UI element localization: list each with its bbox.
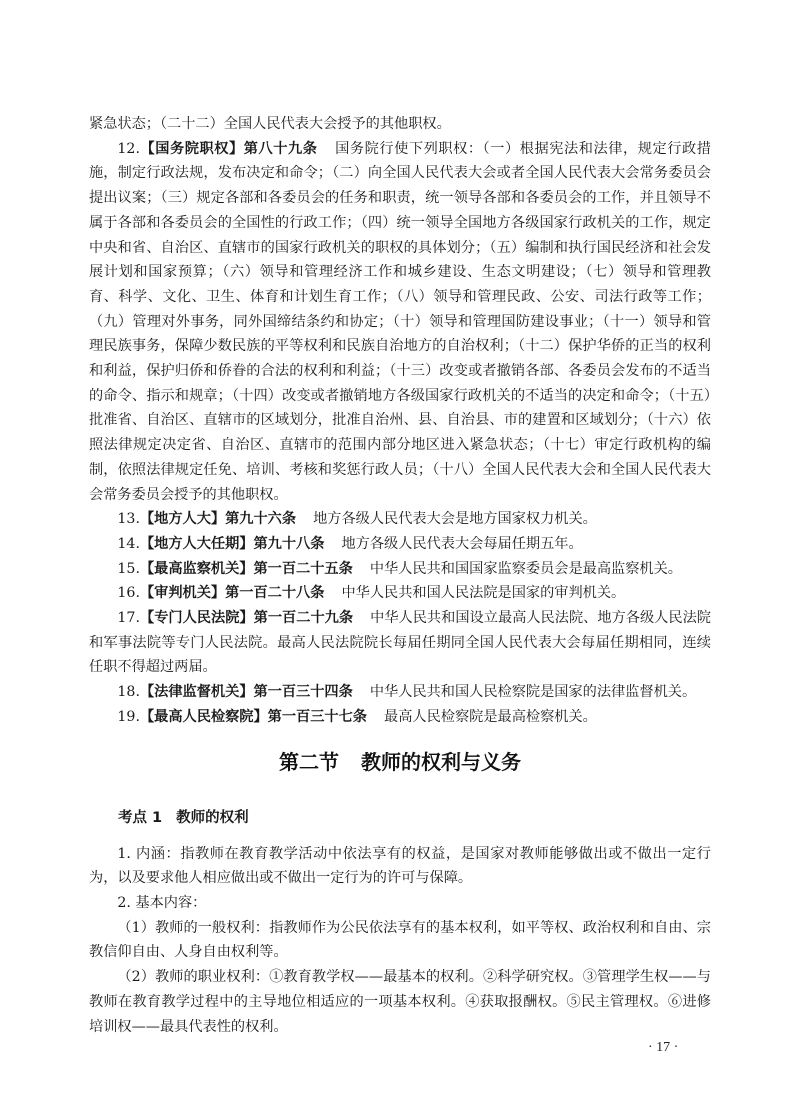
section-title: 第二节 教师的权利与义务: [279, 749, 521, 774]
article-16: 16.【审判机关】第一百二十八条 中华人民共和国人民法院是国家的审判机关。: [117, 585, 626, 602]
article-13: 13.【地方人大】第九十六条 地方各级人民代表大会是地方国家权力机关。: [117, 511, 597, 528]
basic-content-heading: 2. 基本内容：: [117, 894, 207, 911]
article-18: 18.【法律监督机关】第一百三十四条 中华人民共和国人民检察院是国家的法律监督机关。: [117, 684, 697, 701]
professional-rights-paragraph: （2）教师的职业权利：①教育教学权——最基本的权利。②科学研究权。③管理学生权——与教师在教育教学过程中的主导地位相适应的一项基本权利。④获取报酬权。⑤民主管理权。⑥进修培训权——最具代表性的权利。: [89, 969, 711, 1035]
kaodian-heading: 考点 1 教师的权利: [118, 809, 249, 826]
document-page: [89, 112, 711, 1039]
page-number: · 17 ·: [648, 1040, 679, 1055]
definition-paragraph: 1. 内涵：指教师在教育教学活动中依法享有的权益，是国家对教师能够做出或不做出一定行为，以及要求他人相应做出或不做出一定行为的许可与保障。: [89, 845, 711, 887]
article-17: 17.【专门人民法院】第一百二十九条 中华人民共和国设立最高人民法院、地方各级人民法院和军事法院等专门人民法院。最高人民法院院长每届任期同全国人民代表大会每届任期相同，连续任职不得超过两届。: [89, 610, 711, 676]
continuation-paragraph: 紧急状态；（二十二）全国人民代表大会授予的其他职权。: [89, 116, 451, 132]
general-rights-paragraph: （1）教师的一般权利：指教师作为公民依法享有的基本权利，如平等权、政治权利和自由、宗教信仰自由、人身自由权利等。: [89, 919, 711, 961]
article-12: 12.【国务院职权】第八十九条 国务院行使下列职权：（一）根据宪法和法律，规定行政措施，制定行政法规，发布决定和命令；（二）向全国人民代表大会或者全国人民代表大会常务委员会提出议案；（三）规定各部和各委员会的任务和职责，统一领导各部和各委员会的工作，并且领导不属于各部和各委员会的全国性的行政工作；（四）统一领导全国地方各级国家行政机关的工作，规定中央和省、自治区、直辖市的国家行政机关的职权的具体划分；（五）编制和执行国民经济和社会发展计划和国家预算；（六）领导和管理经济工作和城乡建设、生态文明建设；（七）领导和管理教育、科学、文化、卫生、体育和计划生育工作；（八）领导和管理民政、公安、司法行政等工作；（九）管理对外事务，同外国缔结条约和协定；（十）领导和管理国防建设事业；（十一）领导和管理民族事务，保障少数民族的平等权利和民族自治地方的自治权利；（十二）保护华侨的正当的权利和利益，保护归侨和侨眷的合法的权利和利益；（十三）改变或者撤销各部、各委员会发布的不适当的命令、指示和规章；（十四）改变或者撤销地方各级国家行政机关的不适当的决定和命令；（十五）批准省、自治区、直辖市的区域划分，批准自治州、县、自治县、市的建置和区域划分；（十六）依照法律规定决定省、自治区、直辖市的范围内部分地区进入紧急状态；（十七）审定行政机构的编制，依照法律规定任免、培训、考核和奖惩行政人员；（十八）全国人民代表大会和全国人民代表大会常务委员会授予的其他职权。: [89, 140, 711, 503]
article-14: 14.【地方人大任期】第九十八条 地方各级人民代表大会每届任期五年。: [117, 535, 583, 552]
article-15: 15.【最高监察机关】第一百二十五条 中华人民共和国国家监察委员会是最高监察机关。: [117, 560, 682, 577]
article-19: 19.【最高人民检察院】第一百三十七条 最高人民检察院是最高检察机关。: [117, 708, 597, 725]
